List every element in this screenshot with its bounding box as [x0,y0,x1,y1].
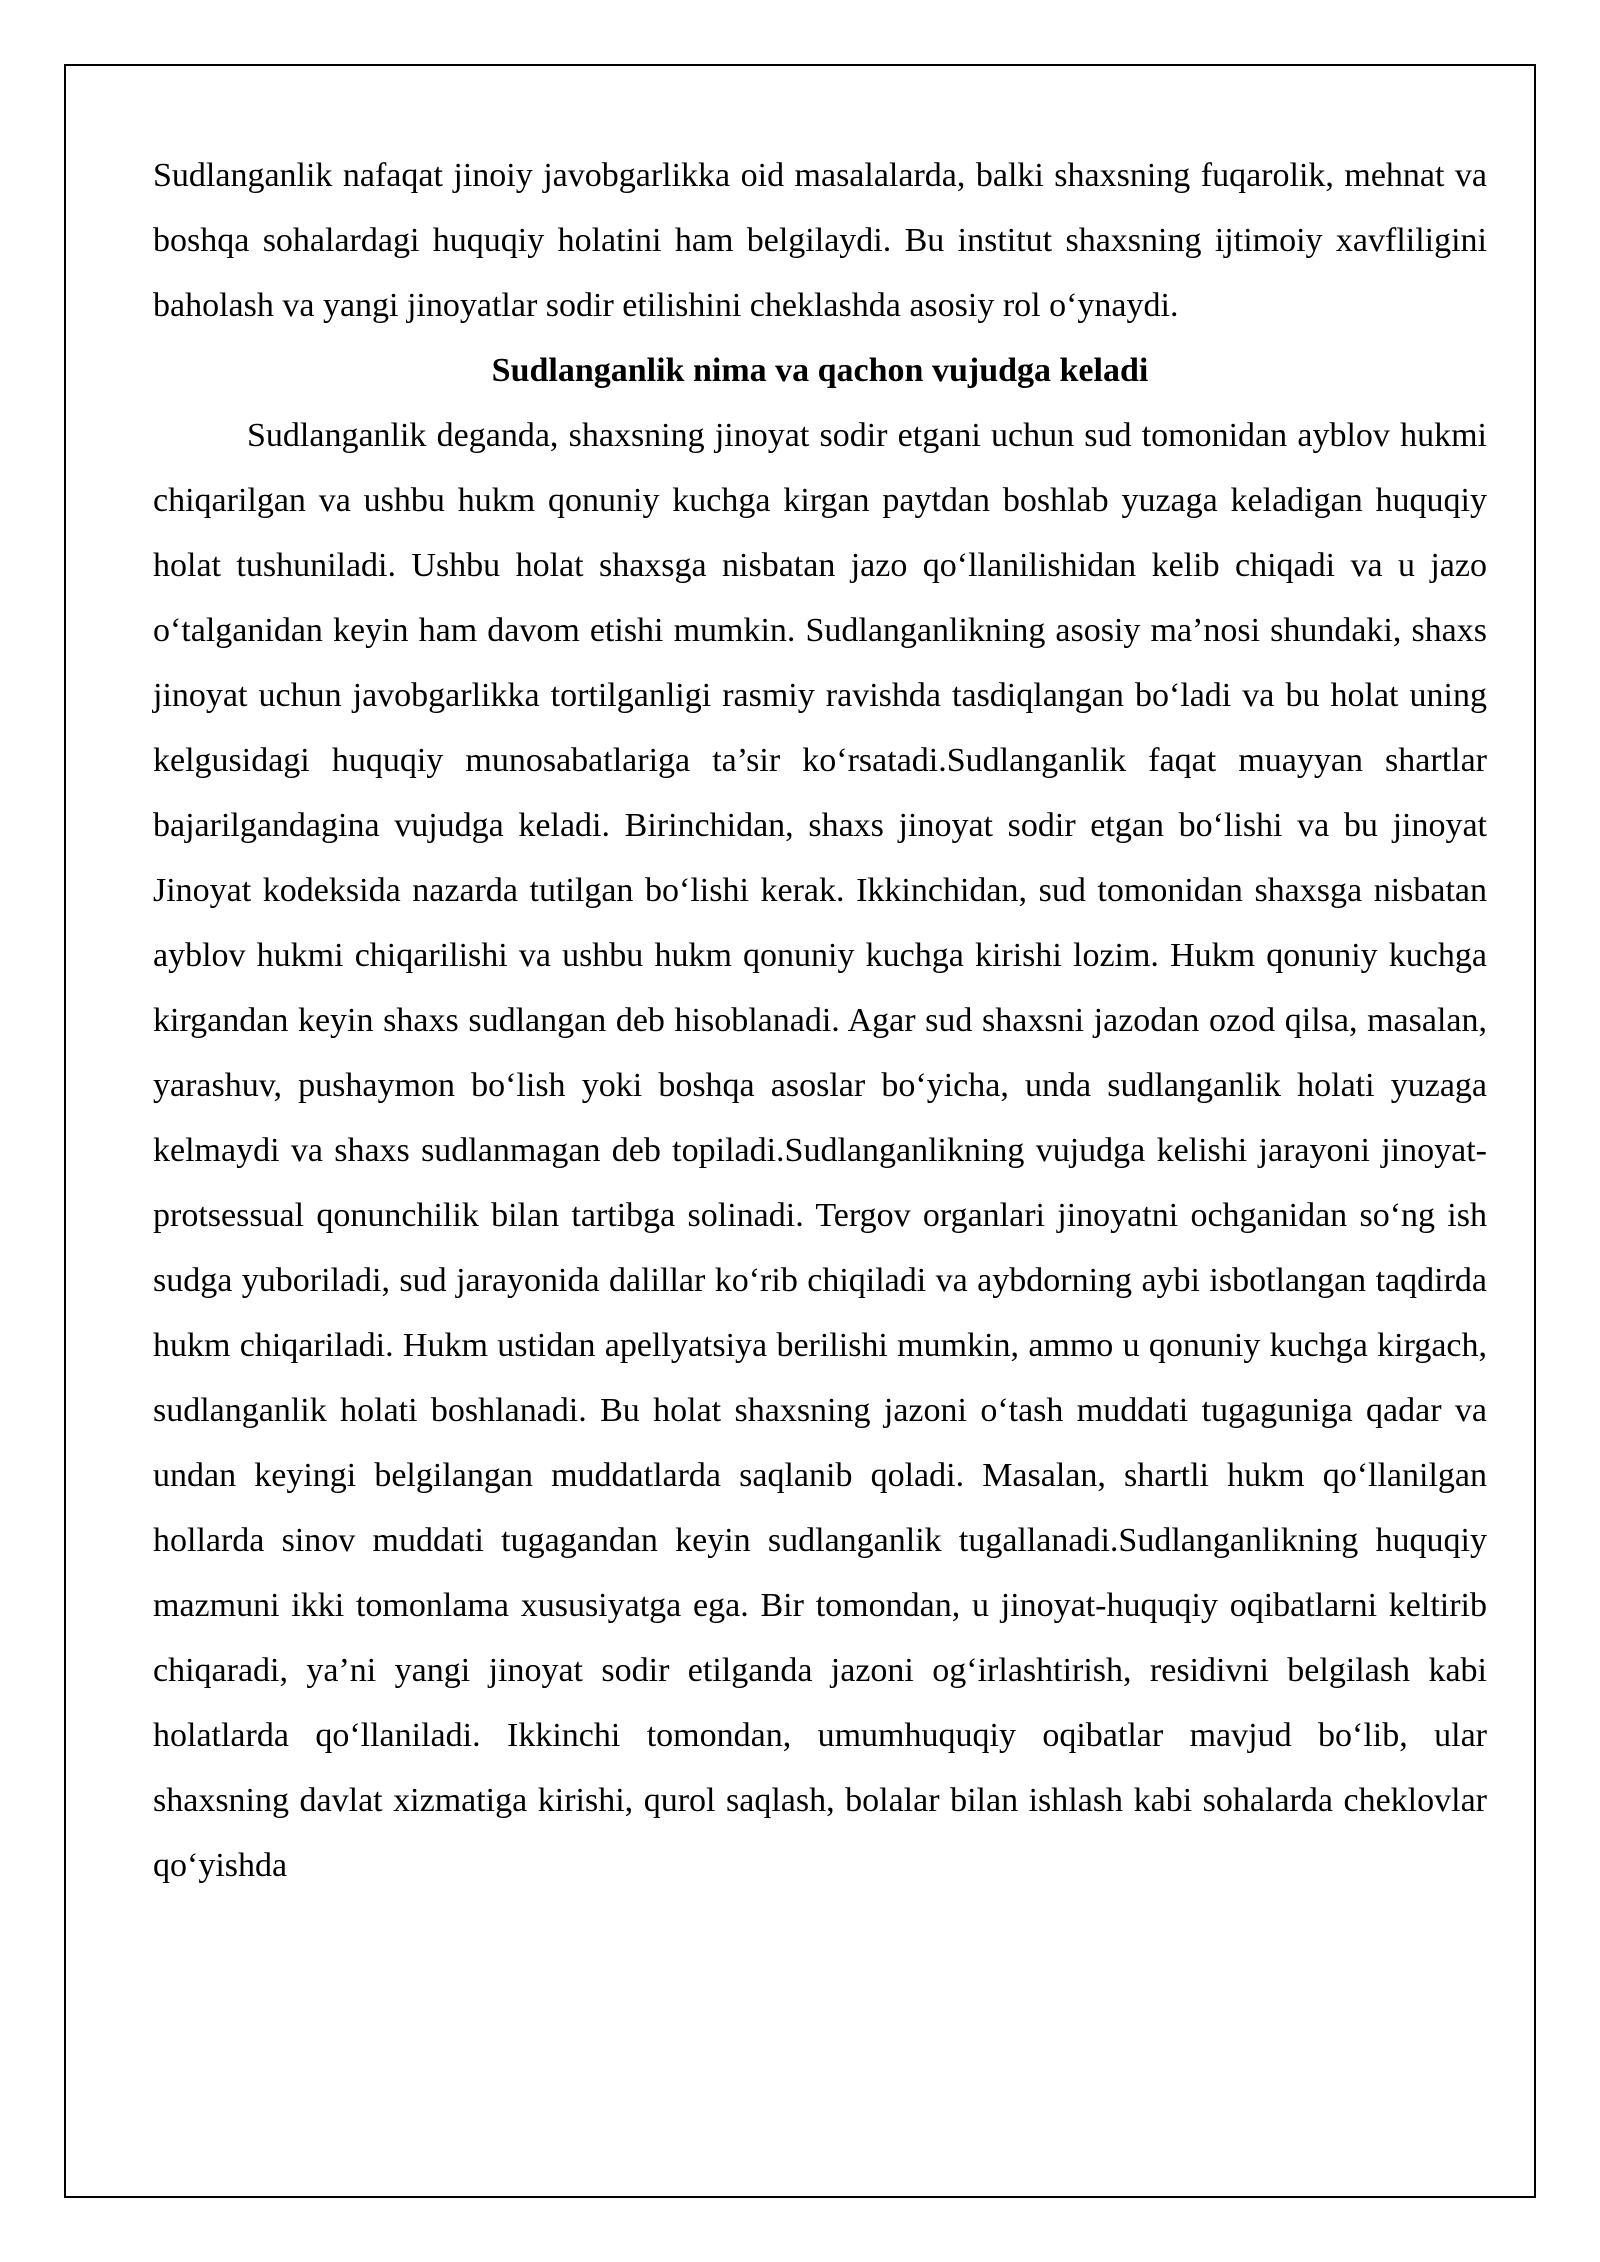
body-paragraph: Sudlanganlik deganda, shaxsning jinoyat sodir etgani uchun sud tomonidan ayblov hukmi chiqarilgan va ushbu hukm qonuniy kuchga kirgan paytdan boshlab yuzaga keladigan huquqiy holat tushuniladi. Ushbu holat shaxsga nisbatan jazo qo‘llanilishidan kelib chiqadi va u jazo o‘talganidan keyin ham davom etishi mumkin. Sudlanganlikning asosiy ma’nosi shundaki, shaxs jinoyat uchun javobgarlikka tortilganligi rasmiy ravishda tasdiqlangan bo‘ladi va bu holat uning kelgusidagi huquqiy munosabatlariga ta’sir ko‘rsatadi.Sudlanganlik faqat muayyan shartlar bajarilgandagina vujudga keladi. Birinchidan, shaxs jinoyat sodir etgan bo‘lishi va bu jinoyat Jinoyat kodeksida nazarda tutilgan bo‘lishi kerak. Ikkinchidan, sud tomonidan shaxsga nisbatan ayblov hukmi chiqarilishi va ushbu hukm qonuniy kuchga kirishi lozim. Hukm qonuniy kuchga kirgandan keyin shaxs sudlangan deb hisoblanadi. Agar sud shaxsni jazodan ozod qilsa, masalan, yarashuv, pushaymon bo‘lish yoki boshqa asoslar bo‘yicha, unda sudlanganlik holati yuzaga kelmaydi va shaxs sudlanmagan deb topiladi.Sudlanganlikning vujudga kelishi jarayoni jinoyat-protsessual qonunchilik bilan tartibga solinadi. Tergov organlari jinoyatni ochganidan so‘ng ish sudga yuboriladi, sud jarayonida dalillar ko‘rib chiqiladi va aybdorning aybi isbotlangan taqdirda hukm chiqariladi. Hukm ustidan apellyatsiya berilishi mumkin, ammo u qonuniy kuchga kirgach, sudlanganlik holati boshlanadi. Bu holat shaxsning jazoni o‘tash muddati tugaguniga qadar va undan keyingi belgilangan muddatlarda saqlanib qoladi. Masalan, shartli hukm qo‘llanilgan hollarda sinov muddati tugagandan keyin sudlanganlik tugallanadi.Sudlanganlikning huquqiy mazmuni ikki tomonlama xususiyatga ega. Bir tomondan, u jinoyat-huquqiy oqibatlarni keltirib chiqaradi, ya’ni yangi jinoyat sodir etilganda jazoni og‘irlashtirish, residivni belgilash kabi holatlarda qo‘llaniladi. Ikkinchi tomondan, umumhuquqiy oqibatlar mavjud bo‘lib, ular shaxsning davlat xizmatiga kirishi, qurol saqlash, bolalar bilan ishlash kabi sohalarda cheklovlar qo‘yishda [153,417,1487,1884]
section-heading: Sudlanganlik nima va qachon vujudga keladi [491,352,1149,389]
document-body [153,143,1487,1898]
intro-paragraph: Sudlanganlik nafaqat jinoiy javobgarlikka oid masalalarda, balki shaxsning fuqarolik, mehnat va boshqa sohalardagi huquqiy holatini ham belgilaydi. Bu institut shaxsning ijtimoiy xavfliligini baholash va yangi jinoyatlar sodir etilishini cheklashda asosiy rol o‘ynaydi. [153,157,1487,324]
